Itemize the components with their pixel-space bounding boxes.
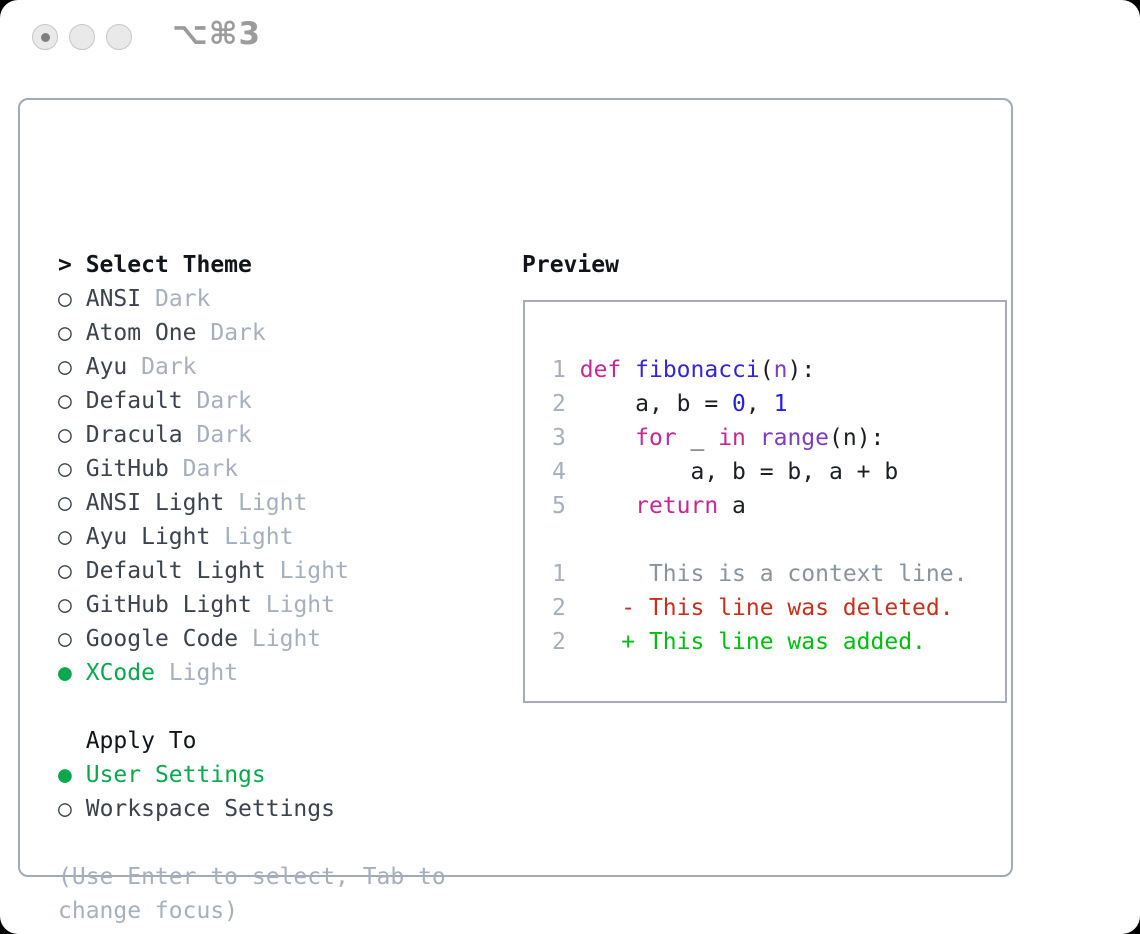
theme-variant: Light [251, 626, 322, 652]
theme-name: Google Code [85, 626, 239, 652]
radio-icon: ○ [58, 354, 72, 380]
theme-option-ansi-light[interactable] [58, 486, 446, 520]
radio-icon: ○ [58, 558, 72, 584]
spacer-row [58, 826, 446, 860]
theme-option-github[interactable] [58, 452, 446, 486]
apply-to-header-label: Apply To [58, 728, 197, 754]
theme-list [58, 248, 446, 928]
code-line-9: 2 + This line was added. [552, 629, 926, 655]
code-line-1: 1 def fibonacci(n): [552, 357, 816, 383]
theme-name: Atom One [85, 320, 197, 346]
code-line-5: 5 return a [552, 493, 746, 519]
theme-name: XCode [85, 660, 155, 686]
radio-icon: ○ [58, 456, 72, 482]
radio-icon: ○ [58, 320, 72, 346]
radio-icon: ○ [58, 286, 72, 312]
theme-name: Ayu [85, 354, 128, 380]
theme-variant: Light [265, 592, 335, 618]
code-preview [552, 353, 967, 659]
theme-name: GitHub Light [85, 592, 252, 618]
radio-icon: ○ [58, 422, 72, 448]
theme-option-default[interactable] [58, 384, 446, 418]
select-theme-header-label: Select Theme [85, 252, 252, 278]
window-title: ⌥⌘3 [172, 16, 262, 52]
theme-option-google-code[interactable] [58, 622, 446, 656]
code-line-6 [552, 523, 967, 557]
theme-name: Ayu Light [85, 524, 211, 550]
code-line-8: 2 - This line was deleted. [552, 595, 954, 621]
focus-caret-icon: > [58, 252, 86, 278]
radio-icon: ○ [58, 388, 72, 414]
hint-text: change focus) [58, 898, 239, 924]
theme-variant: Dark [154, 286, 211, 312]
hint-line-2 [58, 894, 446, 928]
theme-name: ANSI Light [85, 490, 225, 516]
theme-option-ayu-light[interactable] [58, 520, 446, 554]
spacer-row [58, 690, 446, 724]
apply-option-user-settings[interactable] [58, 758, 446, 792]
titlebar [32, 24, 143, 50]
theme-variant: Dark [210, 320, 266, 346]
preview-title: Preview [522, 252, 619, 278]
theme-variant: Dark [141, 354, 197, 380]
hint-line-1 [58, 860, 446, 894]
traffic-light-dot [41, 33, 50, 42]
theme-name: GitHub [85, 456, 169, 482]
theme-variant: Light [279, 558, 349, 584]
theme-picker-panel [18, 98, 1013, 924]
radio-icon: ○ [58, 626, 72, 652]
theme-variant: Light [238, 490, 308, 516]
hint-text: (Use Enter to select, Tab to [58, 864, 446, 890]
theme-variant: Dark [182, 456, 239, 482]
theme-option-dracula[interactable] [58, 418, 446, 452]
code-line-3: 3 for _ in range(n): [552, 425, 885, 451]
radio-icon: ○ [58, 524, 72, 550]
radio-icon: ● [58, 660, 72, 686]
radio-icon: ○ [58, 592, 72, 618]
theme-name: ANSI [85, 286, 142, 312]
radio-icon: ○ [58, 796, 72, 822]
theme-option-default-light[interactable] [58, 554, 446, 588]
theme-variant: Light [168, 660, 239, 686]
preview-box [523, 300, 1007, 703]
apply-to-header [58, 724, 446, 758]
theme-option-ansi[interactable] [58, 282, 446, 316]
select-theme-header [58, 248, 446, 282]
zoom-button[interactable] [106, 24, 132, 50]
minimize-button[interactable] [69, 24, 95, 50]
theme-name: Default Light [85, 558, 266, 584]
radio-icon: ● [58, 762, 72, 788]
theme-option-xcode[interactable] [58, 656, 446, 690]
code-line-2: 2 a, b = 0, 1 [552, 391, 788, 417]
theme-option-github-light[interactable] [58, 588, 446, 622]
apply-option-workspace-settings[interactable] [58, 792, 446, 826]
theme-variant: Dark [196, 388, 252, 414]
theme-variant: Dark [196, 422, 252, 448]
code-line-4: 4 a, b = b, a + b [552, 459, 899, 485]
radio-icon: ○ [58, 490, 72, 516]
close-button[interactable] [32, 24, 58, 50]
apply-option-name: Workspace Settings [85, 796, 335, 822]
apply-option-name: User Settings [85, 762, 266, 788]
theme-variant: Light [224, 524, 294, 550]
theme-option-atom-one[interactable] [58, 316, 446, 350]
code-line-7: 1 This is a context line. [552, 561, 968, 587]
theme-name: Default [85, 388, 183, 414]
theme-name: Dracula [85, 422, 183, 448]
theme-option-ayu[interactable] [58, 350, 446, 384]
